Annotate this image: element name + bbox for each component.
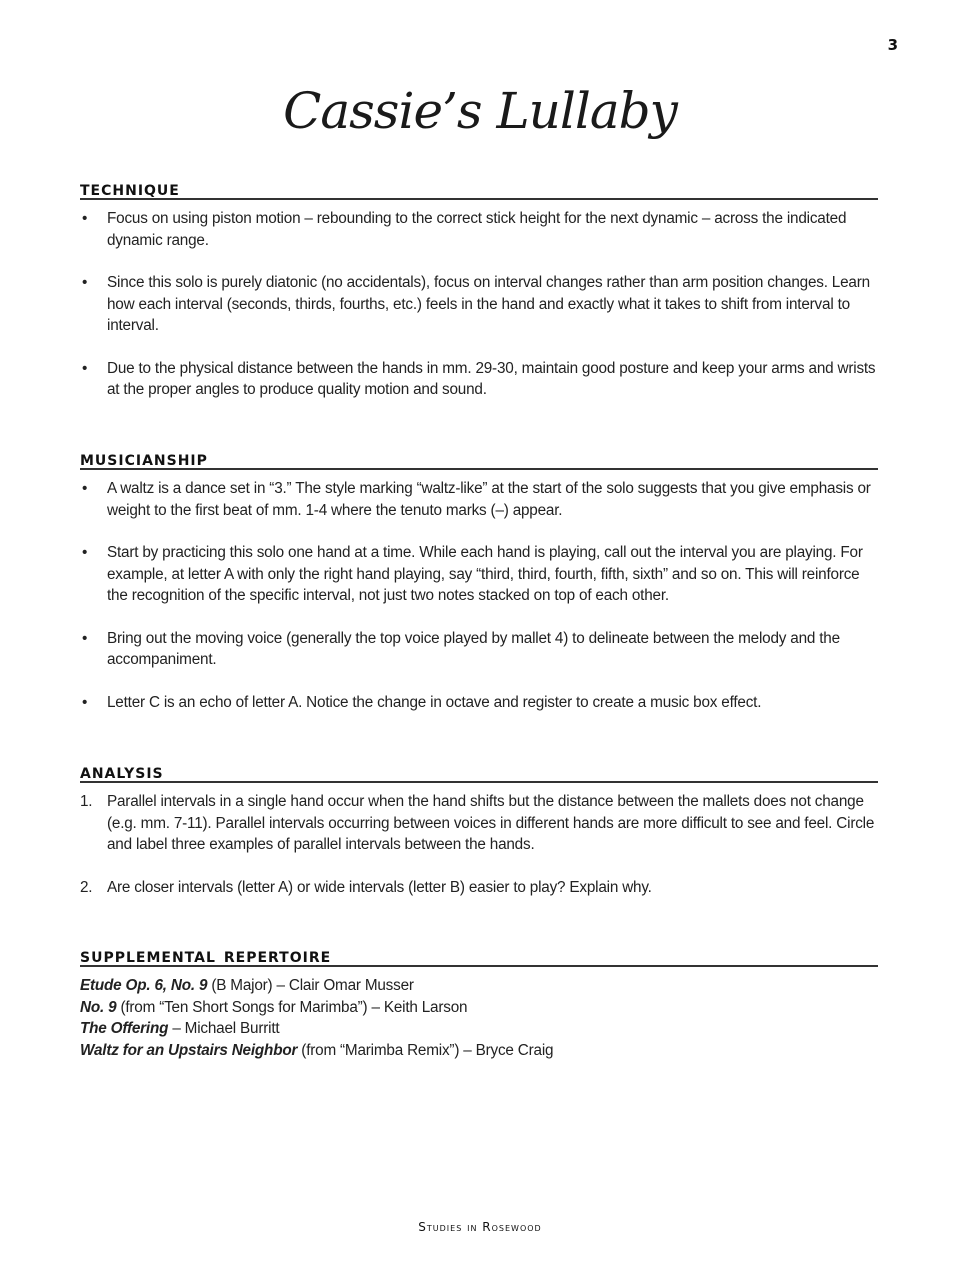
list-item xyxy=(80,1018,878,1040)
footer-title: Studies in Rosewood xyxy=(418,1220,542,1234)
work-details: (from “Marimba Remix”) – Bryce Craig xyxy=(297,1041,554,1059)
item-number: 1. xyxy=(80,793,93,810)
repertoire-heading: supplemental repertoire xyxy=(80,945,878,967)
analysis-heading: analysis xyxy=(80,761,878,783)
musicianship-list xyxy=(80,478,878,713)
list-item xyxy=(80,1040,878,1062)
work-details: (from “Ten Short Songs for Marimba”) – Keith Larson xyxy=(116,998,468,1016)
technique-list xyxy=(80,208,878,401)
list-item: • Focus on using piston motion – rebounding to the correct stick height for the next dynamic – across the indicated dynamic range. xyxy=(80,208,878,251)
list-item: • Due to the physical distance between the hands in mm. 29-30, maintain good posture and keep your arms and wrists at the proper angles to produce quality motion and sound. xyxy=(80,358,878,401)
list-item xyxy=(80,791,878,856)
analysis-list xyxy=(80,791,878,898)
analysis-section xyxy=(80,761,878,919)
repertoire-section xyxy=(80,945,878,1061)
item-number: 2. xyxy=(80,878,93,896)
list-item: • A waltz is a dance set in “3.” The style marking “waltz-like” at the start of the solo suggests that you give emphasis or weight to the first beat of mm. 1-4 where the tenuto marks (–) appear. xyxy=(80,478,878,521)
list-item: • Since this solo is purely diatonic (no accidentals), focus on interval changes rather than arm position changes. Learn how each interval (seconds, thirds, fourths, etc.) feels in the hand and exactly what it takes to shift from interval to interval. xyxy=(80,272,878,337)
musicianship-heading: musicianship xyxy=(80,448,878,470)
page-title: Cassie’s Lullaby xyxy=(283,82,677,140)
musicianship-section xyxy=(80,448,878,734)
technique-section xyxy=(80,178,878,422)
list-item: • Letter C is an echo of letter A. Notice the change in octave and register to create a music box effect. xyxy=(80,692,878,714)
work-details: – Michael Burritt xyxy=(168,1020,280,1037)
work-title: Waltz for an Upstairs Neighbor xyxy=(80,1041,298,1059)
item-text: Are closer intervals (letter A) or wide intervals (letter B) easier to play? Explain why. xyxy=(107,878,652,896)
work-title: Etude Op. 6, No. 9 xyxy=(80,977,208,994)
technique-heading: technique xyxy=(80,178,878,200)
work-details: (B Major) – Clair Omar Musser xyxy=(207,977,414,994)
list-item xyxy=(80,877,878,899)
item-text: Parallel intervals in a single hand occur when the hand shifts but the distance between the mallets does not change (e.g. mm. 7-11). Parallel intervals occurring between voices in different hands are more difficult to see and feel. Circle and label three examples of parallel intervals between the hands. xyxy=(107,793,875,853)
page-number: 3 xyxy=(887,36,898,54)
work-title: No. 9 xyxy=(80,998,117,1016)
list-item: • Bring out the moving voice (generally the top voice played by mallet 4) to delineate between the melody and the accompaniment. xyxy=(80,628,878,671)
repertoire-list xyxy=(80,975,878,1061)
list-item xyxy=(80,997,878,1019)
work-title: The Offering xyxy=(80,1020,169,1037)
list-item xyxy=(80,975,878,997)
list-item: • Start by practicing this solo one hand at a time. While each hand is playing, call out the interval you are playing. For example, at letter A with only the right hand playing, say “third, third, fourth, fifth, sixth” and so on. This will reinforce the recognition of the specific interval, not just two notes stacked on top of each other. xyxy=(80,542,878,607)
